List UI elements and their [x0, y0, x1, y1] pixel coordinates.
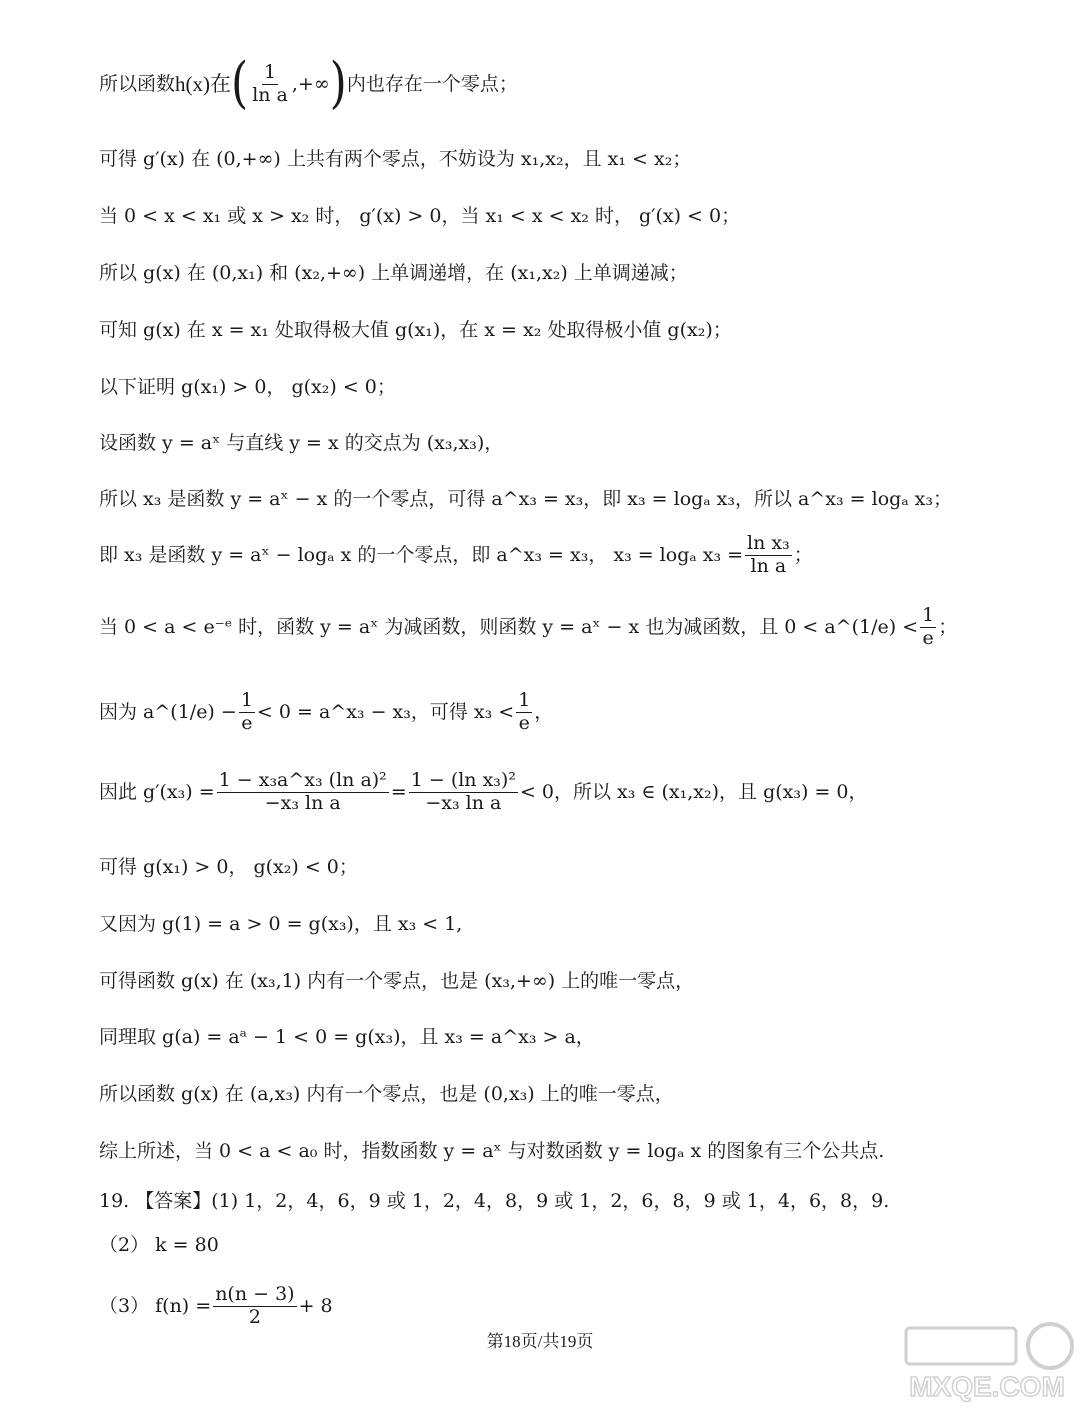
- line-9-fraction: [745, 533, 792, 578]
- line-text: 所以 g(x) 在 (0,x₁) 和 (x₂,+∞) 上单调递增，在 (x₁,x₂) 上单调递减；: [99, 262, 688, 284]
- line-12-tail: < 0，所以 x₃ ∈ (x₁,x₂)，且 g(x₃) = 0，: [519, 780, 868, 803]
- line-11-fraction-1: [239, 690, 255, 735]
- fraction-numerator: 1: [240, 689, 253, 711]
- line-11-pre: 因为 a^(1/e) −: [99, 700, 237, 723]
- fraction-numerator: 1 − x₃a^x₃ (ln a)²: [218, 769, 387, 791]
- answer-part-2: [99, 1234, 1040, 1257]
- fraction-numerator: ln x₃: [747, 532, 790, 554]
- line-16: [99, 1026, 1040, 1049]
- line-12-mid: =: [390, 780, 407, 803]
- line-10-tail: ；: [938, 615, 958, 638]
- fraction-denominator: ln a: [750, 554, 787, 577]
- line-1: [99, 51, 1040, 116]
- line-11-mid: < 0 = a^x₃ − x₃，可得 x₃ <: [256, 700, 515, 723]
- page-number: 第18页/共19页: [486, 1332, 594, 1351]
- line-text: 所以 x₃ 是函数 y = aˣ − x 的一个零点，可得 a^x₃ = x₃，即 x₃ = logₐ x₃，所以 a^x₃ = logₐ x₃；: [99, 488, 953, 510]
- answer-heading-text: 19. 【答案】(1) 1，2，4，6，9 或 1，2，4，8，9 或 1，2，6，8，9 或 1，4，6，8，9.: [99, 1190, 890, 1212]
- fraction-denominator: ln a: [252, 83, 288, 106]
- line-1-tail: 内也存在一个零点；: [346, 72, 518, 95]
- line-12-fraction-2: [409, 770, 518, 815]
- answer-part-3-fraction: [213, 1284, 296, 1329]
- line-18: [99, 1140, 1040, 1163]
- right-paren: ): [329, 51, 347, 116]
- line-13: [99, 856, 1040, 879]
- watermark-logo: [898, 1318, 1076, 1406]
- line-10-pre: 当 0 < a < e⁻ᵉ 时，函数 y = aˣ 为减函数，则函数 y = aˣ − x 也为减函数，且 0 < a^(1/e) <: [99, 615, 919, 638]
- fraction-numerator: n(n − 3): [215, 1283, 295, 1305]
- line-5: [99, 319, 1040, 342]
- fraction-numerator: 1: [263, 61, 277, 83]
- line-12-pre: 因此 g′(x₃) =: [99, 780, 215, 803]
- line-11: [99, 690, 1040, 735]
- fraction-denominator: e: [241, 711, 253, 734]
- line-11-tail: ，: [534, 700, 554, 723]
- line-11-fraction-2: [516, 690, 532, 735]
- line-17: [99, 1083, 1040, 1106]
- line-1-pre: 所以函数: [99, 72, 176, 95]
- line-4: [99, 262, 1040, 285]
- line-text: 可得 g(x₁) > 0， g(x₂) < 0；: [99, 856, 358, 878]
- line-text: 设函数 y = aˣ 与直线 y = x 的交点为 (x₃,x₃)，: [99, 432, 504, 454]
- line-8: [99, 488, 1040, 511]
- line-text: 可得函数 g(x) 在 (x₃,1) 内有一个零点，也是 (x₃,+∞) 上的唯一零点，: [99, 970, 695, 992]
- fraction-denominator: −x₃ ln a: [425, 791, 502, 814]
- line-text: 又因为 g(1) = a > 0 = g(x₃)，且 x₃ < 1,: [99, 913, 463, 935]
- line-text: 以下证明 g(x₁) > 0， g(x₂) < 0；: [99, 376, 396, 398]
- line-1-math: h(x)在: [175, 71, 232, 96]
- line-text: 可知 g(x) 在 x = x₁ 处取得极大值 g(x₁)，在 x = x₂ 处取得极小值 g(x₂)；: [99, 319, 732, 341]
- line-9-pre: 即 x₃ 是函数 y = aˣ − logₐ x 的一个零点，即 a^x₃ = x₃， x₃ = logₐ x₃ =: [99, 543, 744, 566]
- line-9: [99, 533, 1040, 578]
- fraction-denominator: e: [922, 626, 934, 649]
- line-text: 当 0 < x < x₁ 或 x > x₂ 时， g′(x) > 0，当 x₁ < x < x₂ 时， g′(x) < 0；: [99, 205, 741, 227]
- line-text: 综上所述，当 0 < a < a₀ 时，指数函数 y = aˣ 与对数函数 y = logₐ x 的图象有三个公共点.: [99, 1140, 885, 1162]
- line-15: [99, 970, 1040, 993]
- fraction-numerator: 1: [922, 604, 935, 626]
- line-3: [99, 205, 1040, 228]
- line-6: [99, 376, 1040, 399]
- svg-text:MXQE.COM: MXQE.COM: [909, 1371, 1065, 1402]
- fraction-denominator: −x₃ ln a: [264, 791, 341, 814]
- left-paren: (: [231, 51, 249, 116]
- line-12-fraction-1: [217, 770, 389, 815]
- line-12: [99, 770, 1040, 815]
- fraction-denominator: 2: [248, 1305, 261, 1328]
- line-10: [99, 605, 1040, 650]
- line-1-post: ,+∞: [291, 72, 330, 95]
- line-text: 可得 g′(x) 在 (0,+∞) 上共有两个零点，不妨设为 x₁,x₂，且 x₁ < x₂；: [99, 148, 692, 170]
- answer-part-3-tail: + 8: [298, 1294, 333, 1317]
- fraction-numerator: 1: [518, 689, 531, 711]
- answer-part-2-text: （2） k = 80: [99, 1234, 219, 1256]
- fraction-denominator: e: [518, 711, 530, 734]
- line-text: 所以函数 g(x) 在 (a,x₃) 内有一个零点，也是 (0,x₃) 上的唯一零点，: [99, 1083, 674, 1105]
- line-14: [99, 913, 1040, 936]
- answer-part-3-pre: （3） f(n) =: [99, 1294, 212, 1317]
- line-9-tail: ；: [793, 543, 813, 566]
- answer-heading: [99, 1190, 1040, 1213]
- line-text: 同理取 g(a) = aᵃ − 1 < 0 = g(x₃)，且 x₃ = a^x₃ > a，: [99, 1026, 595, 1048]
- line-7: [99, 432, 1040, 455]
- line-1-fraction: [250, 62, 290, 107]
- line-2: [99, 148, 1040, 171]
- line-10-fraction: [920, 605, 936, 650]
- fraction-numerator: 1 − (ln x₃)²: [410, 769, 516, 791]
